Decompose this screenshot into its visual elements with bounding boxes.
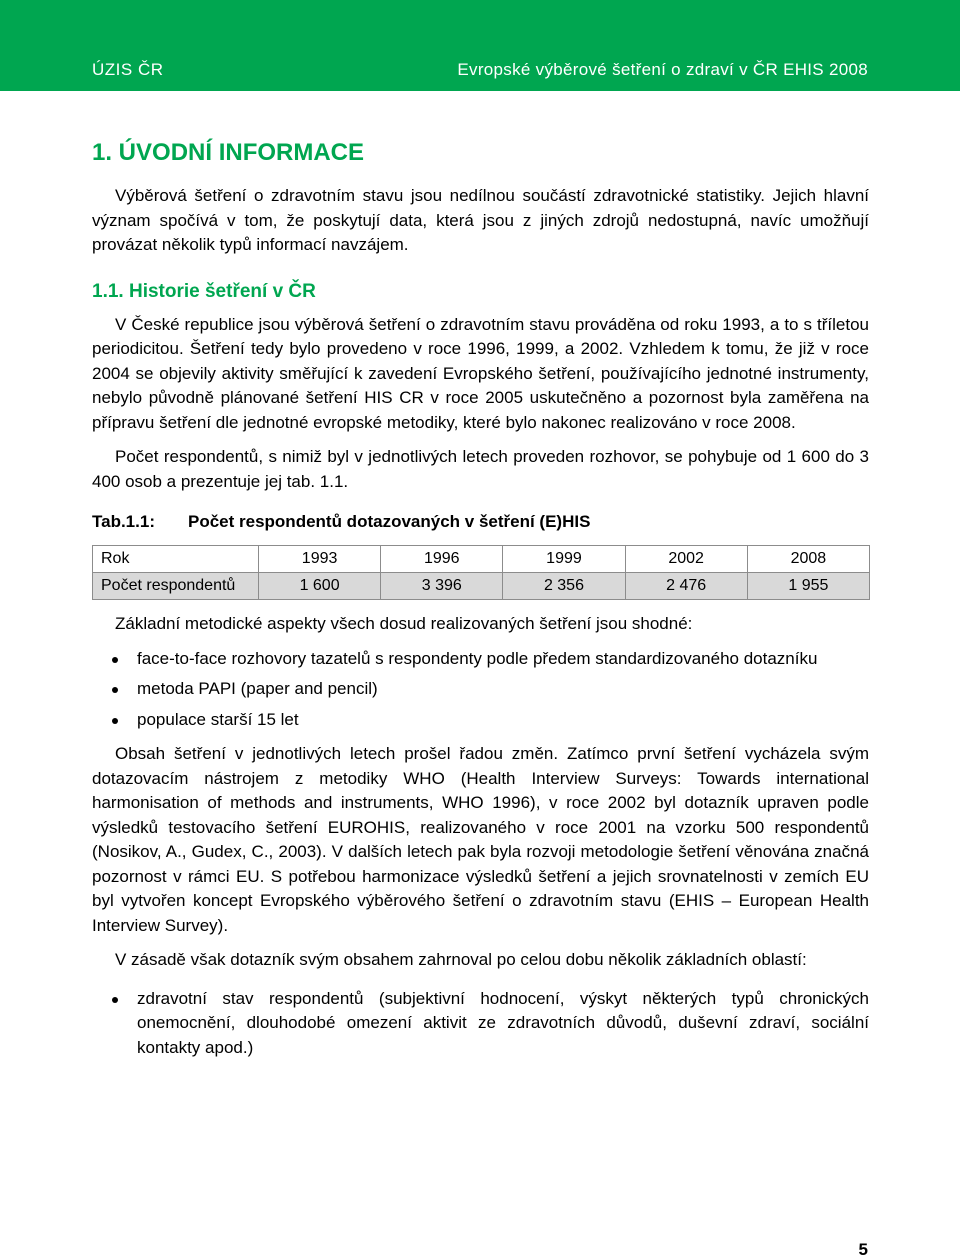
table-cell: 2 476	[625, 573, 747, 600]
table-caption-text: Počet respondentů dotazovaných v šetření (E)HIS	[188, 512, 591, 531]
page-content	[92, 138, 869, 1060]
content-changes-paragraph: Obsah šetření v jednotlivých letech prošel řadou změn. Zatímco první šetření vycházela svým dotazovacím nástrojem z metodiky WHO (Health Interview Surveys: Towards international harmonisation of methods and instruments, WHO 1996), v roce 2002 byl dotazník upraven podle výsledků testovacího šetření EUROHIS, realizovaného v roce 2001 na vzorku 500 respondentů (Nosikov, A., Gudex, C., 2003). V dalších letech pak byla rozvoji metodologie šetření věnována značná pozornost v rámci EU. S potřebou harmonizace výsledků šetření a jejich srovnatelnosti v zemích EU byl vytvořen koncept Evropského výběrového šetření o zdravotním stavu (EHIS – European Health Interview Survey).	[92, 744, 869, 935]
table-cell: 3 396	[381, 573, 503, 600]
table-cell: 1 955	[747, 573, 869, 600]
list-item: zdravotní stav respondentů (subjektivní hodnocení, výskyt některých typů chronických onemocnění, dlouhodobé omezení aktivit ze zdravotních důvodů, duševní zdraví, sociální kontakty apod.)	[92, 987, 869, 1061]
areas-list	[92, 987, 869, 1061]
table-row-label: Rok	[93, 546, 259, 573]
bullet-icon	[112, 718, 118, 724]
table-cell: 1 600	[259, 573, 381, 600]
header-left: ÚZIS ČR	[92, 60, 164, 79]
list-item: populace starší 15 let	[92, 708, 869, 733]
bullet-icon	[112, 687, 118, 693]
table-cell: 2002	[625, 546, 747, 573]
respondents-paragraph: Počet respondentů, s nimiž byl v jednotlivých letech proveden rozhovor, se pohybuje od 1 600 do 3 400 osob a prezentuje jej tab. 1.1.	[92, 447, 869, 491]
aspects-list	[92, 647, 869, 733]
header-bar	[0, 0, 960, 91]
table-cell: 2 356	[503, 573, 625, 600]
bullet-icon	[112, 657, 118, 663]
table-row	[93, 573, 870, 600]
table-caption	[92, 510, 869, 534]
table-cell: 2008	[747, 546, 869, 573]
intro-paragraph: Výběrová šetření o zdravotním stavu jsou nedílnou součástí zdravotnické statistiky. Jejich hlavní význam spočívá v tom, že poskytují data, která jsou z jiných zdrojů nedostupná, navíc umožňují provázat několik typů informací navzájem.	[92, 186, 869, 254]
table-cell: 1999	[503, 546, 625, 573]
respondents-table	[92, 545, 870, 600]
header-right: Evropské výběrové šetření o zdraví v ČR EHIS 2008	[457, 60, 868, 79]
bullet-icon	[112, 997, 118, 1003]
table-row	[93, 546, 870, 573]
section-title: 1. ÚVODNÍ INFORMACE	[92, 139, 365, 166]
table-cell: 1993	[259, 546, 381, 573]
aspects-paragraph: Základní metodické aspekty všech dosud realizovaných šetření jsou shodné:	[115, 614, 693, 633]
table-row-label: Počet respondentů	[93, 573, 259, 600]
history-paragraph: V České republice jsou výběrová šetření o zdravotním stavu prováděna od roku 1993, a to s tříletou periodicitou. Šetření tedy bylo provedeno v roce 1996, 1999, a 2002. Vzhledem k tomu, že již v roce 2004 se objevily aktivity směřující k zavedení Evropského šetření, používajícího jednotné instrumenty, nebylo původně plánované šetření HIS CR v roce 2005 uskutečněno a pozornost byla zaměřena na přípravu šetření dle jednotné evropské metodiky, které bylo nakonec realizováno v roce 2008.	[92, 314, 869, 432]
list-item: face-to-face rozhovory tazatelů s respondenty podle předem standardizovaného dotazníku	[92, 647, 869, 672]
page-number: 5	[858, 1240, 868, 1259]
areas-paragraph: V zásadě však dotazník svým obsahem zahrnoval po celou dobu několik základních oblastí:	[115, 950, 807, 969]
list-item: metoda PAPI (paper and pencil)	[92, 677, 869, 702]
table-cell: 1996	[381, 546, 503, 573]
table-caption-number: Tab.1.1:	[92, 512, 155, 531]
subsection-title: 1.1. Historie šetření v ČR	[92, 280, 316, 302]
